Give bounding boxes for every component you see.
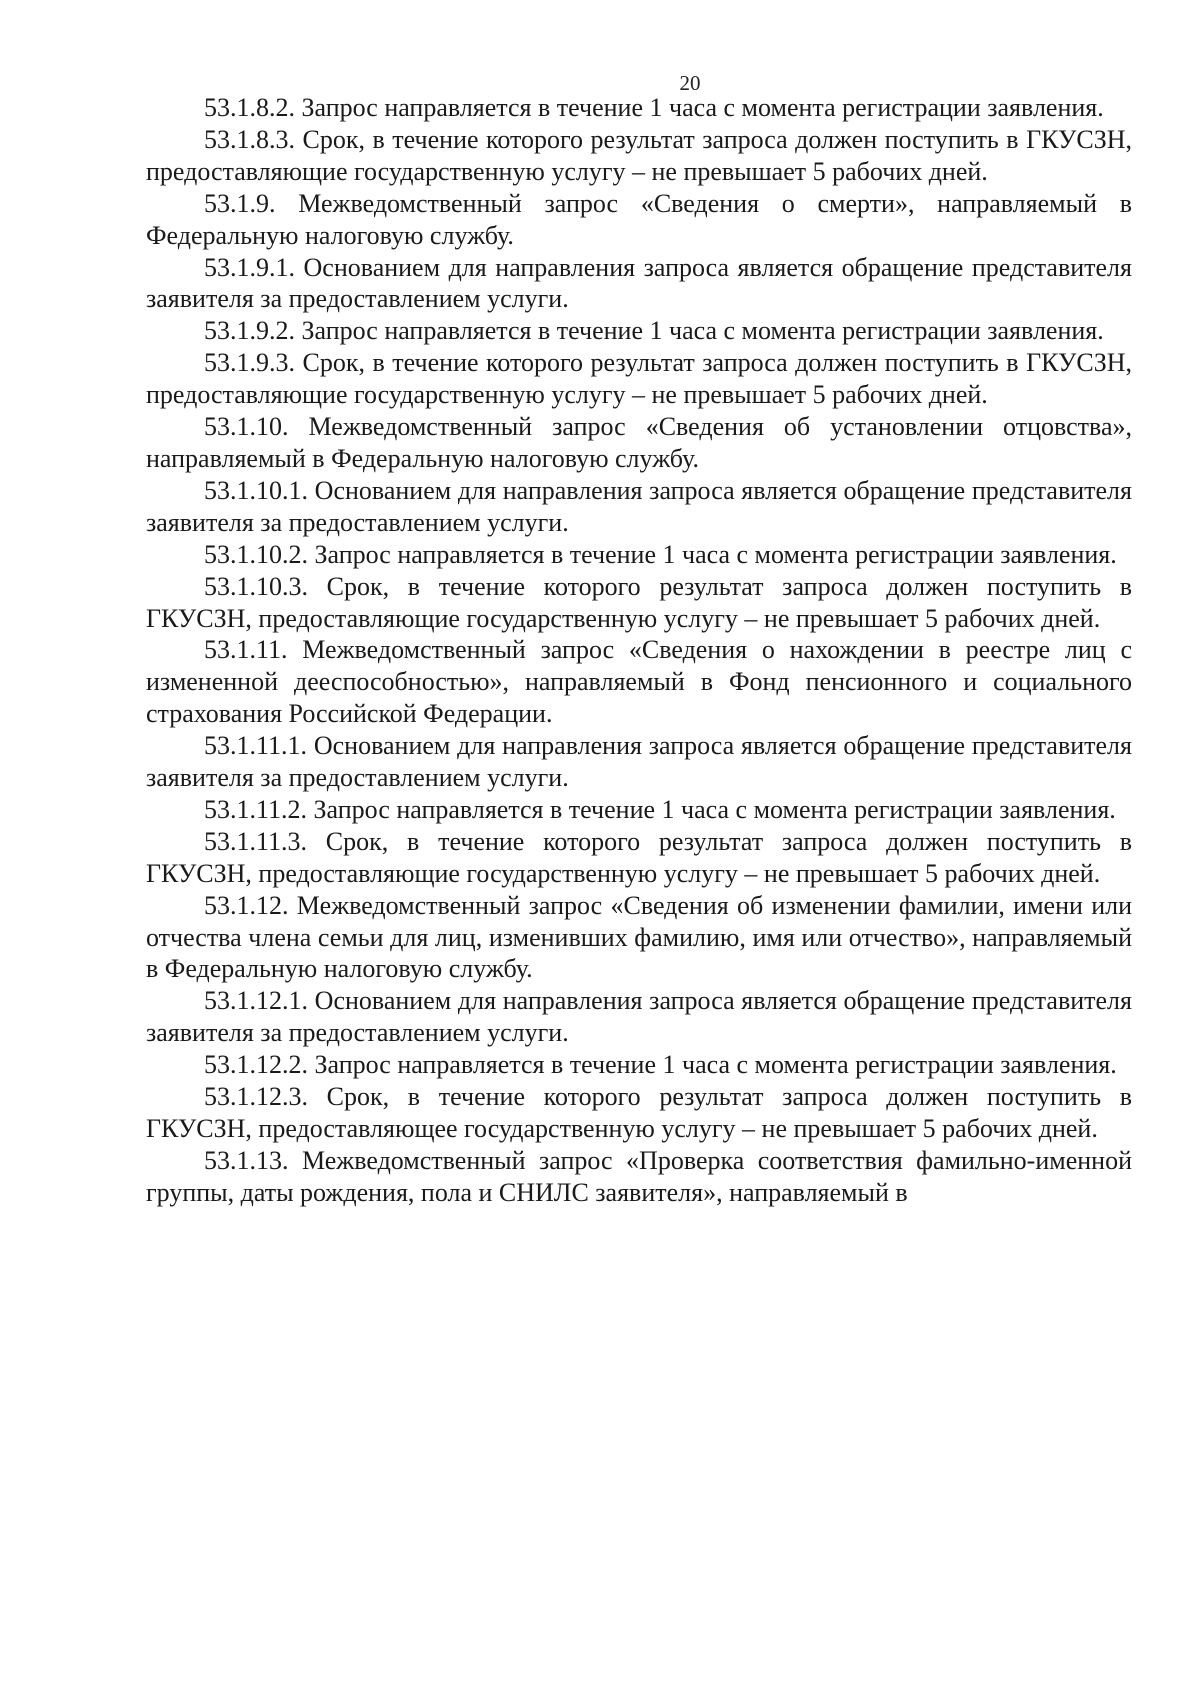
paragraph: 53.1.12.1. Основанием для направления запроса является обращение представителя заявителя за предоставлением услуги. xyxy=(146,986,1132,1048)
paragraph: 53.1.10.1. Основанием для направления запроса является обращение представителя заявителя за предоставлением услуги. xyxy=(146,475,1132,537)
paragraph: 53.1.9. Межведомственный запрос «Сведения о смерти», направляемый в Федеральную налоговую службу. xyxy=(146,188,1132,250)
paragraph: 53.1.11.1. Основанием для направления запроса является обращение представителя заявителя за предоставлением услуги. xyxy=(146,731,1132,793)
paragraph: 53.1.10. Межведомственный запрос «Сведения об установлении отцовства», направляемый в Федеральную налоговую службу. xyxy=(146,412,1132,473)
paragraph: 53.1.9.1. Основанием для направления запроса является обращение представителя заявителя за предоставлением услуги. xyxy=(146,252,1132,314)
paragraph: 53.1.11.3. Срок, в течение которого результат запроса должен поступить в ГКУСЗН, предоставляющие государственную услугу – не превышает 5 рабочих дней. xyxy=(146,826,1132,888)
document-body xyxy=(146,92,1132,1209)
paragraph: 53.1.12.3. Срок, в течение которого результат запроса должен поступить в ГКУСЗН, предоставляющее государственную услугу – не превышает 5 рабочих дней. xyxy=(146,1082,1132,1143)
paragraph: 53.1.9.2. Запрос направляется в течение 1 часа с момента регистрации заявления. xyxy=(204,316,1104,346)
paragraph: 53.1.10.3. Срок, в течение которого результат запроса должен поступить в ГКУСЗН, предоставляющие государственную услугу – не превышает 5 рабочих дней. xyxy=(146,571,1132,633)
paragraph: 53.1.8.3. Срок, в течение которого результат запроса должен поступить в ГКУСЗН, предоставляющие государственную услугу – не превышает 5 рабочих дней. xyxy=(146,124,1132,186)
paragraph: 53.1.11.2. Запрос направляется в течение 1 часа с момента регистрации заявления. xyxy=(204,794,1116,824)
paragraph: 53.1.10.2. Запрос направляется в течение 1 часа с момента регистрации заявления. xyxy=(204,539,1117,569)
paragraph: 53.1.12.2. Запрос направляется в течение 1 часа с момента регистрации заявления. xyxy=(204,1050,1117,1080)
paragraph: 53.1.8.2. Запрос направляется в течение 1 часа с момента регистрации заявления. xyxy=(204,93,1104,122)
paragraph: 53.1.9.3. Срок, в течение которого результат запроса должен поступить в ГКУСЗН, предоставляющие государственную услугу – не превышает 5 рабочих дней. xyxy=(146,348,1132,410)
paragraph: 53.1.13. Межведомственный запрос «Проверка соответствия фамильно-именной группы, даты рождения, пола и СНИЛС заявителя», направляемый в xyxy=(146,1145,1132,1207)
paragraph: 53.1.11. Межведомственный запрос «Сведения о нахождении в реестре лиц с измененной дееспособностью», направляемый в Фонд пенсионного и социального страхования Российской Федерации. xyxy=(146,635,1132,729)
paragraph: 53.1.12. Межведомственный запрос «Сведения об изменении фамилии, имени или отчества члена семьи для лиц, изменивших фамилию, имя или отчество», направляемый в Федеральную налоговую службу. xyxy=(146,890,1132,984)
page-number: 20 xyxy=(679,71,701,95)
